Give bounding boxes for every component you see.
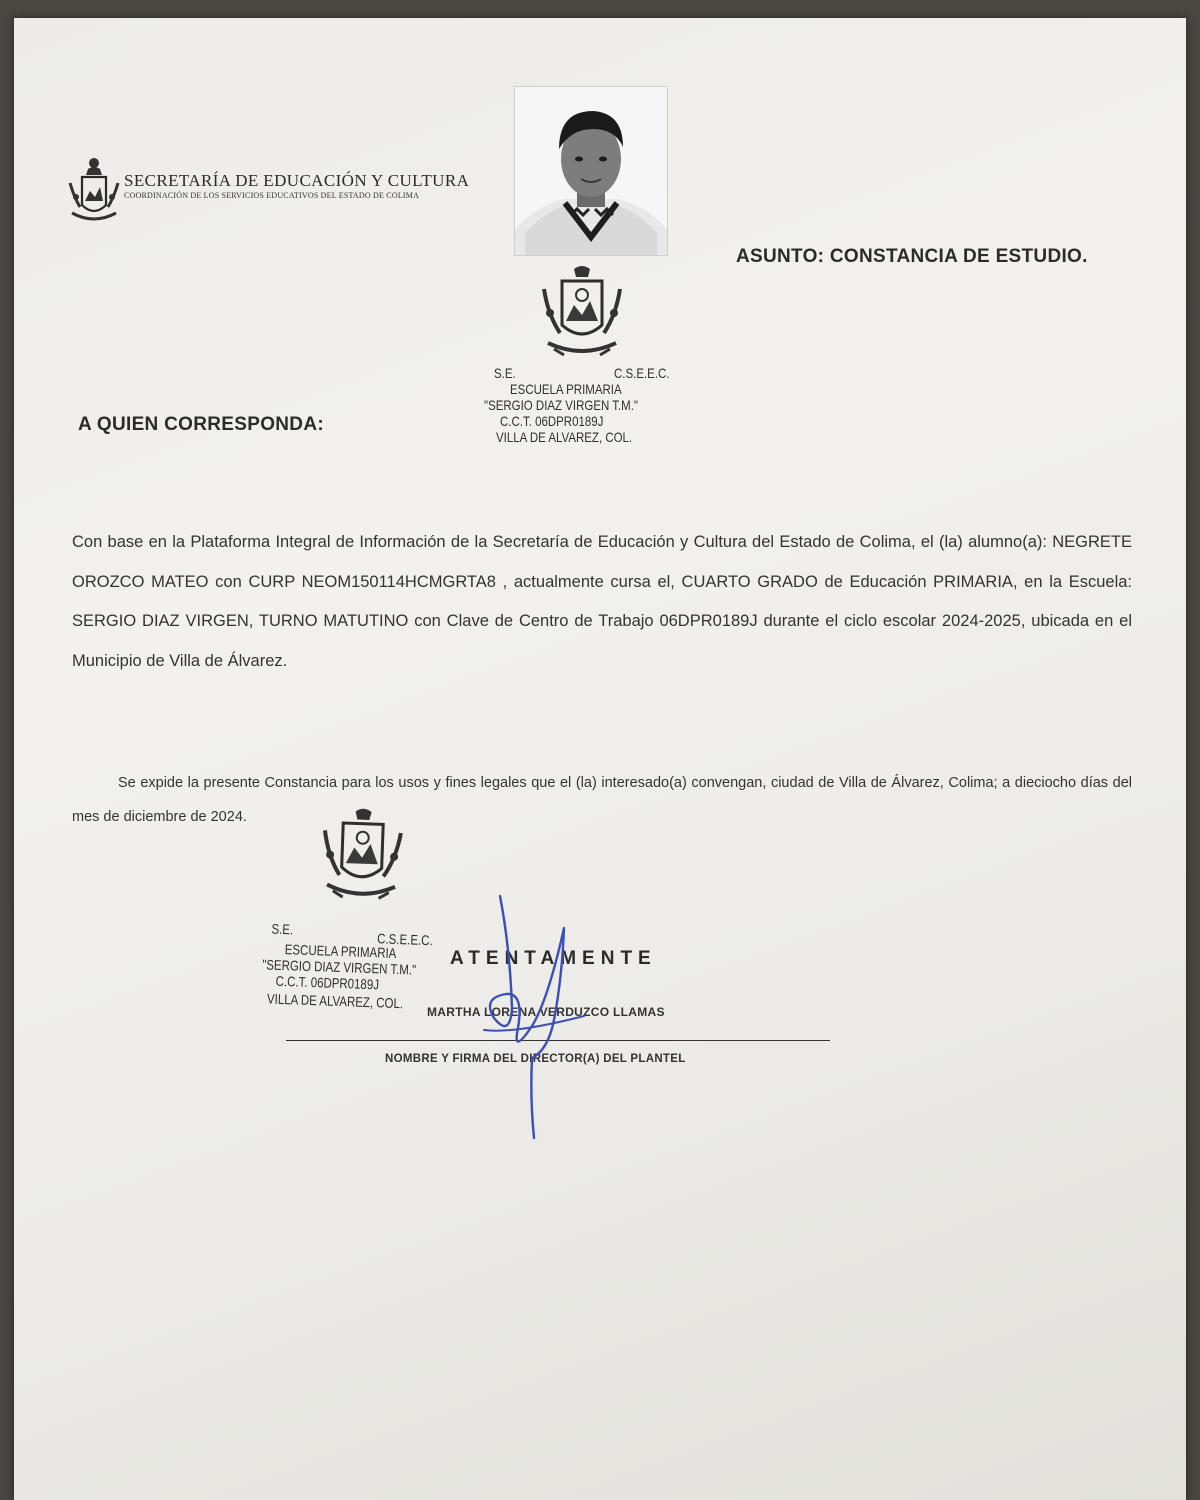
stamp-line-4: VILLA DE ALVAREZ, COL. <box>496 429 633 445</box>
director-name: MARTHA LORENA VERDUZCO LLAMAS <box>427 1005 665 1019</box>
closing-salutation: ATENTAMENTE <box>450 948 657 969</box>
institution-header <box>66 153 506 243</box>
stamp-line-1: ESCUELA PRIMARIA <box>284 941 397 961</box>
institution-subtitle: COORDINACIÓN DE LOS SERVICIOS EDUCATIVOS DEL ESTADO DE COLIMA <box>124 191 420 200</box>
stamp-left-code: S.E. <box>271 920 294 938</box>
stamp-right-code: C.S.E.E.C. <box>376 930 433 949</box>
institution-name: SECRETARÍA DE EDUCACIÓN Y CULTURA <box>124 171 470 190</box>
stamp-line-4: VILLA DE ALVAREZ, COL. <box>266 990 404 1012</box>
document-page <box>14 18 1186 1500</box>
student-photo <box>514 86 668 256</box>
school-stamp-lower <box>260 802 478 1029</box>
certificate-body: Con base en la Plataforma Integral de Información de la Secretaría de Educación y Cultura del Estado de Colima, el (la) alumno(a): NEGRETE OROZCO MATEO con CURP NEOM150114HCMGRTA8 , actualmente cursa el, CUARTO GRADO de Educación PRIMARIA, en la Escuela: SERGIO DIAZ VIRGEN, TURNO MATUTINO con Clave de Centro de Trabajo 06DPR0189J durante el ciclo escolar 2024-2025, ubicada en el Municipio de Villa de Álvarez. <box>72 533 1132 670</box>
state-crest-icon <box>66 153 122 233</box>
school-stamp <box>484 263 684 463</box>
stamp-crest-icon <box>312 804 411 907</box>
stamp-left-code: S.E. <box>494 365 516 381</box>
stamp-line-2: "SERGIO DIAZ VIRGEN T.M." <box>261 956 417 978</box>
stamp-line-3: C.C.T. 06DPR0189J <box>500 413 604 429</box>
stamp-right-code: C.S.E.E.C. <box>614 365 670 381</box>
signature-line <box>286 1040 830 1041</box>
stamp-crest-icon <box>534 263 630 363</box>
stamp-line-2: "SERGIO DIAZ VIRGEN T.M." <box>484 397 639 413</box>
stamp-line-3: C.C.T. 06DPR0189J <box>275 972 380 993</box>
document-subject: ASUNTO: CONSTANCIA DE ESTUDIO. <box>736 246 1088 267</box>
greeting: A QUIEN CORRESPONDA: <box>78 414 324 435</box>
stamp-line-1: ESCUELA PRIMARIA <box>510 381 622 397</box>
student-portrait-icon <box>515 87 667 255</box>
signature-caption: NOMBRE Y FIRMA DEL DIRECTOR(A) DEL PLANTEL <box>385 1053 686 1065</box>
issuance-statement: Se expide la presente Constancia para los usos y fines legales que el (la) interesado(a) convengan, ciudad de Villa de Álvarez, Colima; a dieciocho días del mes de diciembre de 2024. <box>72 775 1132 825</box>
